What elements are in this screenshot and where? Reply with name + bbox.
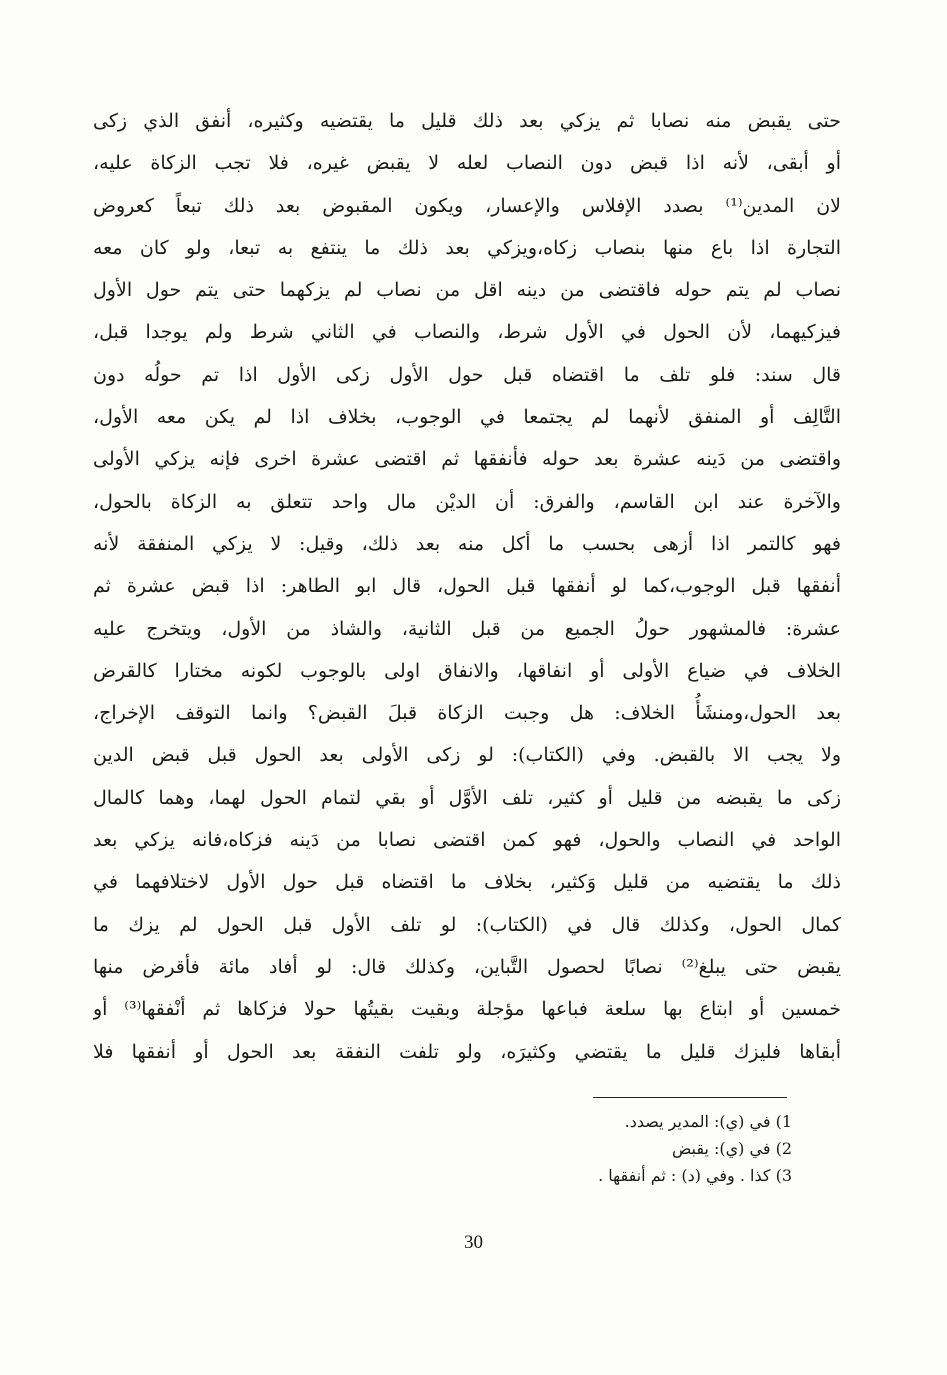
- text-line: التجارة اذا باع منها بنصاب زكاه،ويزكي بعد ذلك ما ينتفع به تبعا، ولو كان معه: [93, 236, 841, 259]
- footnote-3: 3) كذا . وفي (د) : ثم أنفقها .: [598, 1166, 792, 1185]
- text-line: أو أبقى، لأنه اذا قبض دون النصاب لعله لا يقبض غيره، فلا تجب الزكاة عليه،: [93, 152, 841, 175]
- text-line: ولا يجب الا بالقبض. وفي (الكتاب): لو زكى الأولى بعد الحول قبل قبض الدين: [93, 744, 841, 767]
- text-line: خمسين أو ابتاع بها سلعة فباعها مؤجلة وبقيت بقيتُها حولا فزكاها ثم أنْفقها⁽³⁾ أو: [93, 998, 841, 1021]
- text-line: كمال الحول، وكذلك قال في (الكتاب): لو تلف الأول قبل الحول لم يزك ما: [93, 913, 841, 936]
- text-line: أبقاها فليزك قليل ما يقتضي وكثيرَه، ولو تلفت النفقة بعد الحول أو أنفقها فلا: [93, 1040, 841, 1063]
- footnote-2: 2) في (ي): يقبض: [671, 1139, 792, 1158]
- text-line: واقتضى من دَينه عشرة بعد حوله فأنفقها ثم اقتضى عشرة اخرى فإنه يزكي الأولى: [93, 448, 841, 471]
- text-line: قال سند: فلو تلف ما اقتضاه قبل حول الأول زكى الأول اذا تم حولُه دون: [93, 363, 841, 386]
- page-number: 30: [464, 1232, 483, 1253]
- text-line: زكى ما يقبضه من قليل أو كثير، تلف الأوَّل أو بقي لتمام الحول لهما، وهما كالمال: [93, 786, 841, 809]
- text-line: فيزكيهما، لأن الحول في الأول شرط، والنصاب في الثاني شرط ولم يوجدا قبل،: [93, 321, 841, 344]
- text-line: نصاب لم يتم حوله فاقتضى من دينه اقل من نصاب لم يزكهما حتى يتم حول الأول: [93, 279, 841, 302]
- text-line: والآخرة عند ابن القاسم، والفرق: أن الديْن مال واحد تتعلق به الزكاة بالحول،: [93, 490, 841, 513]
- text-line: التَّالِف أو المنفق لأنهما لم يجتمعا في الوجوب، بخلاف اذا لم يكن معه الأول،: [93, 406, 841, 429]
- text-line: الخلاف في ضياع الأولى أو انفاقها، والانفاق اولى بالوجوب لكونه مختارا كالقرض: [93, 659, 841, 682]
- text-line: عشرة: فالمشهور حولُ الجميع من قبل الثانية، والشاذ من الأول، ويتخرج عليه: [93, 617, 841, 640]
- text-line: ذلك ما يقتضيه من قليل وَكثير، بخلاف ما اقتضاه قبل حول الأول لاختلافهما في: [93, 871, 841, 894]
- footnote-divider: [593, 1097, 787, 1098]
- footnote-1: 1) في (ي): المدير يصدد.: [624, 1112, 792, 1131]
- footnotes: [420, 1108, 792, 1189]
- main-text: [93, 100, 841, 1073]
- text-line: فهو كالتمر اذا أزهى بحسب ما أكل منه بعد ذلك، وقيل: لا يزكي المنفقة لأنه: [93, 532, 841, 555]
- text-line: لان المدين⁽¹⁾ بصدد الإفلاس والإعسار، ويكون المقبوض بعد ذلك تبعاً كعروض: [93, 194, 841, 217]
- text-line: بعد الحول،ومنشَأُ الخلاف: هل وجبت الزكاة قبلَ القبض؟ وانما التوقف الإخراج،: [93, 702, 841, 725]
- text-line: يقبض حتى يبلغ⁽²⁾ نصابًا لحصول التَّباين، وكذلك قال: لو أفاد مائة فأقرض منها: [93, 955, 841, 978]
- text-line: الواحد في النصاب والحول، فهو كمن اقتضى نصابا من دَينه فزكاه،فانه يزكي بعد: [93, 829, 841, 852]
- text-line: حتى يقبض منه نصابا ثم يزكي بعد ذلك قليل ما يقتضيه وكثيره، أنفق الذي زكى: [93, 110, 841, 132]
- text-line: أنفقها قبل الوجوب،كما لو أنفقها قبل الحول، قال ابو الطاهر: اذا قبض عشرة ثم: [93, 575, 841, 598]
